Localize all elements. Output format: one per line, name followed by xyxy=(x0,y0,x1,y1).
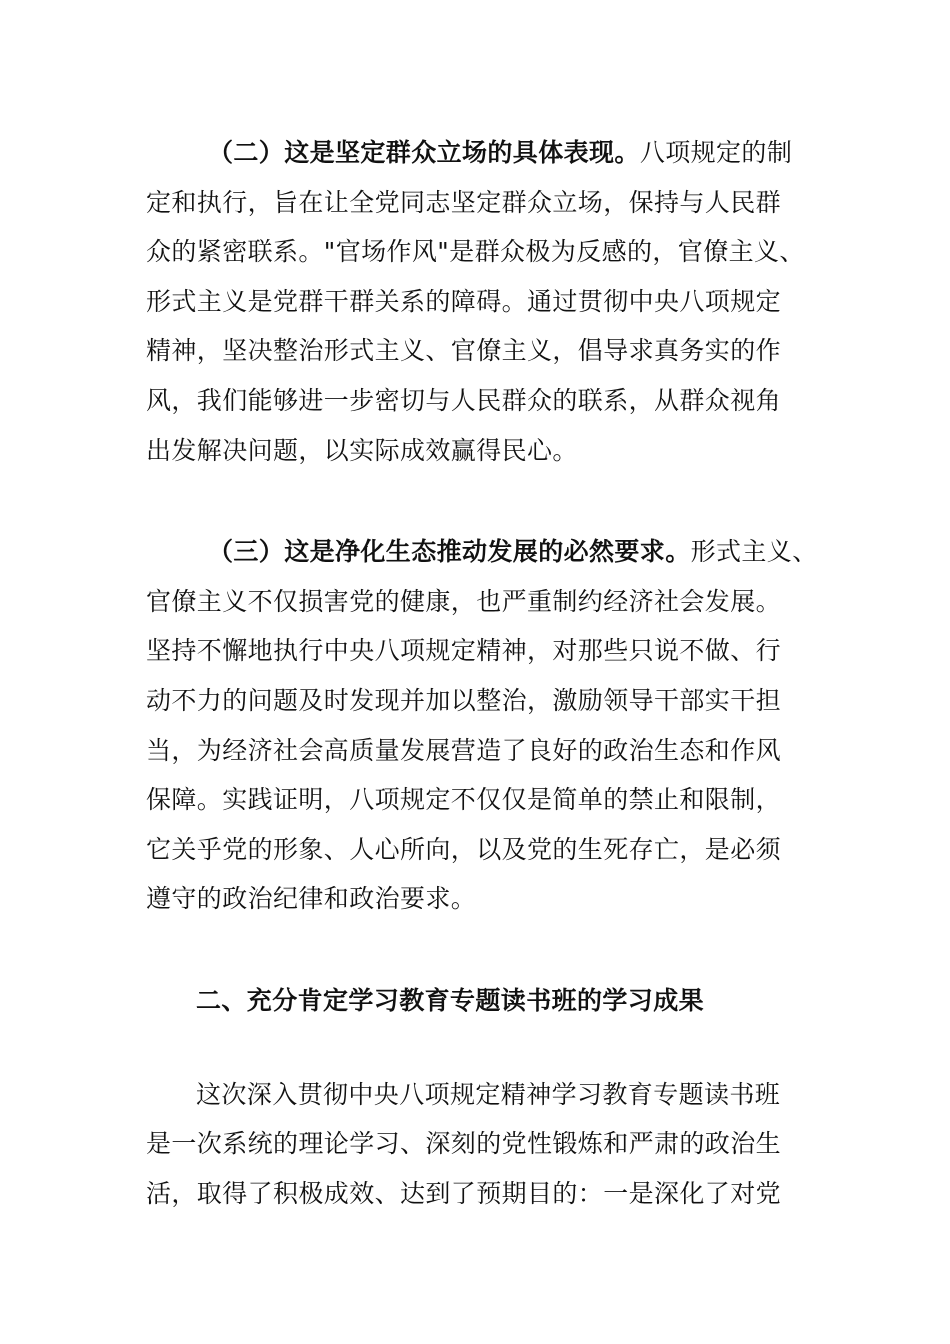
section-heading: 二、充分肯定学习教育专题读书班的学习成果 xyxy=(196,985,705,1015)
section-3-lead: （三）这是净化生态推动发展的必然要求。 xyxy=(208,537,691,567)
section-2-lead: （二）这是坚定群众立场的具体表现。 xyxy=(208,138,640,167)
paragraph-section-2 xyxy=(146,128,806,475)
paragraph-body xyxy=(146,1070,806,1219)
section-3-line-1: 形式主义、 xyxy=(690,537,818,567)
body-line-1: 这次深入贯彻中央八项规定精神学习教育专题读书班 xyxy=(196,1079,781,1109)
section-2-line-5: 精神，坚决整治形式主义、官僚主义，倡导求真务实的作 xyxy=(146,336,782,366)
paragraph-line xyxy=(146,527,818,577)
paragraph-section-3 xyxy=(146,527,818,924)
section-2-line-1: 八项规定的制 xyxy=(639,138,793,167)
section-3-line-6: 保障。实践证明，八项规定不仅仅是简单的禁止和限制， xyxy=(146,785,782,815)
section-2-line-7: 出发解决问题，以实际成效赢得民心。 xyxy=(146,435,578,465)
paragraph-line xyxy=(146,128,806,178)
section-3-line-3: 坚持不懈地执行中央八项规定精神，对那些只说不做、行 xyxy=(146,636,782,666)
body-line-3: 活，取得了积极成效、达到了预期目的：一是深化了对党 xyxy=(146,1178,782,1208)
section-2-line-6: 风，我们能够进一步密切与人民群众的联系，从群众视角 xyxy=(146,385,782,415)
document-body xyxy=(146,128,818,1218)
section-2-line-3: 众的紧密联系。"官场作风"是群众极为反感的，官僚主义、 xyxy=(146,237,805,267)
section-3-line-7: 它关乎党的形象、人心所向，以及党的生死存亡，是必须 xyxy=(146,834,782,864)
section-2-line-2: 定和执行，旨在让全党同志坚定群众立场，保持与人民群 xyxy=(146,187,782,217)
section-3-line-8: 遵守的政治纪律和政治要求。 xyxy=(146,884,477,914)
section-3-line-4: 动不力的问题及时发现并加以整治，激励领导干部实干担 xyxy=(146,685,782,715)
section-3-line-5: 当，为经济社会高质量发展营造了良好的政治生态和作风 xyxy=(146,735,782,765)
section-3-line-2: 官僚主义不仅损害党的健康，也严重制约经济社会发展。 xyxy=(146,586,782,616)
section-2-line-4: 形式主义是党群干群关系的障碍。通过贯彻中央八项规定 xyxy=(146,286,782,316)
body-line-2: 是一次系统的理论学习、深刻的党性锻炼和严肃的政治生 xyxy=(146,1129,782,1159)
